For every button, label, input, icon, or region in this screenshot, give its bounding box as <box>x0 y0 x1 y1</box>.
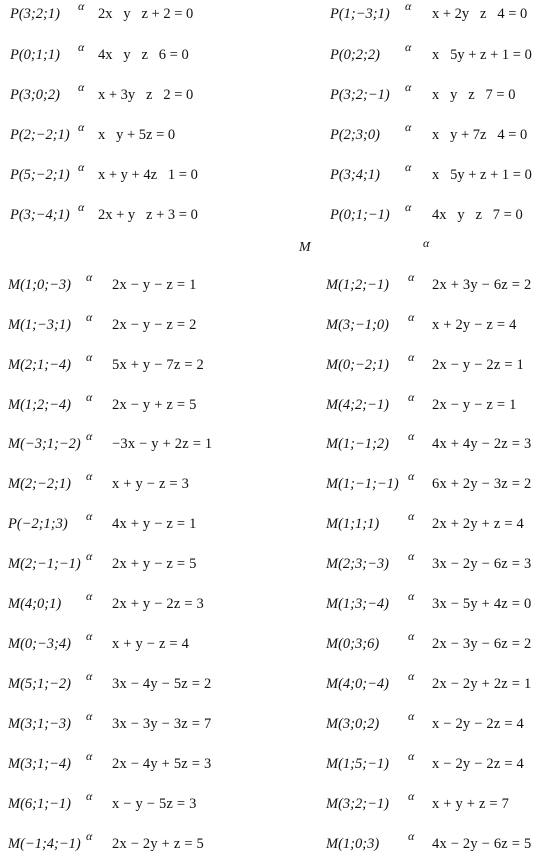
plane-equation: x − 2y − 2z = 4 <box>432 756 524 772</box>
plane-equation: 3x − 2y − 6z = 3 <box>432 556 532 572</box>
plane-alpha-symbol: α <box>78 80 85 94</box>
point-label: M(−3;1;−2) <box>8 436 81 452</box>
point-label: M(4;0;−4) <box>326 676 389 692</box>
plane-equation: 2x − y − 2z = 1 <box>432 357 524 373</box>
plane-equation: x + y − z = 3 <box>112 476 190 492</box>
point-label: P(−2;1;3) <box>8 516 68 532</box>
plane-equation: 6x + 2y − 3z = 2 <box>432 476 532 492</box>
point-label: P(2;−2;1) <box>10 127 70 143</box>
point-label: M(3;1;−3) <box>8 716 71 732</box>
plane-alpha-symbol: α <box>86 390 93 404</box>
section-label-m: M <box>299 240 311 255</box>
plane-equation: 2x − y − z = 2 <box>112 317 197 333</box>
point-label: M(1;2;−1) <box>326 277 389 293</box>
plane-alpha-symbol: α <box>78 160 85 174</box>
plane-alpha-symbol: α <box>405 0 412 13</box>
plane-equation: 2x − y + z = 5 <box>112 397 197 413</box>
plane-equation: 2x + 3y − 6z = 2 <box>432 277 532 293</box>
plane-equation: 2x + 2y + z = 4 <box>432 516 524 532</box>
plane-alpha-symbol: α <box>86 549 93 563</box>
plane-equation: 2x + y − z = 5 <box>112 556 197 572</box>
problem-row <box>0 509 548 546</box>
plane-equation: 3x − 4y − 5z = 2 <box>112 676 212 692</box>
plane-equation: x − y − 5z = 3 <box>112 796 197 812</box>
plane-alpha-symbol: α <box>405 80 412 94</box>
plane-alpha-symbol: α <box>86 310 93 324</box>
point-label: P(3;4;1) <box>330 167 380 183</box>
plane-equation: x y z 7 = 0 <box>432 87 516 103</box>
point-label: M(−1;4;−1) <box>8 836 81 852</box>
point-label: M(5;1;−2) <box>8 676 71 692</box>
problem-row <box>0 120 548 157</box>
point-label: M(1;1;1) <box>326 516 380 532</box>
plane-alpha-symbol: α <box>408 350 415 364</box>
point-label: M(1;2;−4) <box>8 397 71 413</box>
plane-alpha-symbol: α <box>78 0 85 13</box>
problem-row <box>0 390 548 427</box>
plane-equation: x + 3y z 2 = 0 <box>98 87 194 103</box>
point-label: P(5;−2;1) <box>10 167 70 183</box>
point-label: M(0;−3;4) <box>8 636 71 652</box>
plane-alpha-symbol: α <box>408 509 415 523</box>
plane-equation: 3x − 3y − 3z = 7 <box>112 716 212 732</box>
plane-equation: 4x + y − z = 1 <box>112 516 197 532</box>
plane-alpha-symbol: α <box>408 709 415 723</box>
plane-equation: 2x + y z + 3 = 0 <box>98 207 198 223</box>
plane-alpha-symbol: α <box>408 749 415 763</box>
plane-equation: 2x − 2y + 2z = 1 <box>432 676 532 692</box>
point-label: M(1;0;3) <box>326 836 380 852</box>
plane-equation: 2x y z + 2 = 0 <box>98 6 194 22</box>
problem-row <box>0 829 548 866</box>
plane-alpha-symbol: α <box>408 669 415 683</box>
plane-alpha-symbol: α <box>86 350 93 364</box>
plane-alpha-symbol: α <box>86 270 93 284</box>
plane-equation: x + y + 4z 1 = 0 <box>98 167 198 183</box>
plane-alpha-symbol: α <box>86 669 93 683</box>
plane-alpha-symbol: α <box>86 589 93 603</box>
plane-alpha-symbol: α <box>408 310 415 324</box>
plane-alpha-symbol: α <box>78 200 85 214</box>
problem-row <box>0 469 548 506</box>
problem-row <box>0 350 548 387</box>
problem-row <box>0 549 548 586</box>
plane-equation: x y + 5z = 0 <box>98 127 176 143</box>
plane-alpha-symbol: α <box>405 120 412 134</box>
plane-equation: x + 2y − z = 4 <box>432 317 517 333</box>
point-label: M(3;0;2) <box>326 716 380 732</box>
point-label: M(1;−1;−1) <box>326 476 399 492</box>
plane-alpha-symbol: α <box>86 749 93 763</box>
plane-equation: x − 2y − 2z = 4 <box>432 716 524 732</box>
point-label: M(2;1;−4) <box>8 357 71 373</box>
plane-alpha-symbol: α <box>408 270 415 284</box>
problem-row <box>0 709 548 746</box>
point-label: M(1;−3;1) <box>8 317 71 333</box>
problem-row <box>0 669 548 706</box>
problem-row <box>0 749 548 786</box>
plane-equation: −3x − y + 2z = 1 <box>112 436 213 452</box>
point-label: M(0;3;6) <box>326 636 380 652</box>
plane-equation: 2x − 4y + 5z = 3 <box>112 756 212 772</box>
point-label: M(4;2;−1) <box>326 397 389 413</box>
plane-equation: 5x + y − 7z = 2 <box>112 357 204 373</box>
point-label: P(3;2;1) <box>10 6 60 22</box>
plane-equation: x y + 7z 4 = 0 <box>432 127 528 143</box>
problem-row <box>0 40 548 77</box>
plane-equation: x 5y + z + 1 = 0 <box>432 47 532 63</box>
plane-alpha-symbol: α <box>408 469 415 483</box>
point-label: M(3;1;−4) <box>8 756 71 772</box>
plane-alpha-symbol: α <box>86 709 93 723</box>
point-label: M(2;3;−3) <box>326 556 389 572</box>
plane-equation: 2x + y − 2z = 3 <box>112 596 204 612</box>
plane-alpha-symbol: α <box>408 589 415 603</box>
point-label: M(2;−2;1) <box>8 476 71 492</box>
plane-equation: 3x − 5y + 4z = 0 <box>432 596 532 612</box>
plane-equation: x + 2y z 4 = 0 <box>432 6 528 22</box>
plane-equation: x + y + z = 7 <box>432 796 510 812</box>
point-label: P(3;0;2) <box>10 87 60 103</box>
point-label: M(3;2;−1) <box>326 796 389 812</box>
plane-alpha-symbol: α <box>86 629 93 643</box>
plane-alpha-symbol: α <box>78 120 85 134</box>
plane-equation: 4x y z 7 = 0 <box>432 207 523 223</box>
problem-row <box>0 429 548 466</box>
point-label: M(1;0;−3) <box>8 277 71 293</box>
problem-row <box>0 789 548 826</box>
plane-equation: 2x − 2y + z = 5 <box>112 836 204 852</box>
plane-alpha-symbol: α <box>408 390 415 404</box>
plane-equation: 2x − y − z = 1 <box>432 397 517 413</box>
point-label: M(6;1;−1) <box>8 796 71 812</box>
plane-alpha-symbol: α <box>86 429 93 443</box>
point-label: M(4;0;1) <box>8 596 62 612</box>
plane-alpha-symbol: α <box>86 509 93 523</box>
point-label: P(3;−4;1) <box>10 207 70 223</box>
point-label: M(1;5;−1) <box>326 756 389 772</box>
plane-alpha-symbol: α <box>405 40 412 54</box>
plane-alpha-symbol: α <box>86 469 93 483</box>
point-label: P(0;2;2) <box>330 47 380 63</box>
point-label: P(1;−3;1) <box>330 6 390 22</box>
plane-alpha-symbol: α <box>405 200 412 214</box>
plane-alpha-symbol: α <box>408 549 415 563</box>
point-label: M(2;−1;−1) <box>8 556 81 572</box>
problem-row <box>0 160 548 197</box>
plane-alpha-symbol: α <box>405 160 412 174</box>
problem-row <box>0 270 548 307</box>
plane-alpha-symbol: α <box>408 429 415 443</box>
point-label: P(3;2;−1) <box>330 87 390 103</box>
plane-alpha-symbol: α <box>86 789 93 803</box>
plane-alpha-symbol: α <box>408 829 415 843</box>
plane-equation: 4x + 4y − 2z = 3 <box>432 436 532 452</box>
problem-row <box>0 80 548 117</box>
plane-equation: 2x − y − z = 1 <box>112 277 197 293</box>
problem-row <box>0 589 548 626</box>
problem-row <box>0 0 548 36</box>
plane-equation: 2x − 3y − 6z = 2 <box>432 636 532 652</box>
point-label: M(3;−1;0) <box>326 317 389 333</box>
point-label: M(1;−1;2) <box>326 436 389 452</box>
problem-row <box>0 629 548 666</box>
point-label: P(0;1;1) <box>10 47 60 63</box>
plane-alpha-symbol: α <box>78 40 85 54</box>
plane-alpha-symbol: α <box>408 629 415 643</box>
plane-equation: 4x y z 6 = 0 <box>98 47 189 63</box>
point-label: P(2;3;0) <box>330 127 380 143</box>
section-label-alpha: α <box>423 236 430 250</box>
plane-equation: x + y − z = 4 <box>112 636 190 652</box>
plane-alpha-symbol: α <box>86 829 93 843</box>
plane-equation: x 5y + z + 1 = 0 <box>432 167 532 183</box>
point-label: M(0;−2;1) <box>326 357 389 373</box>
problem-row <box>0 310 548 347</box>
plane-equation: 4x − 2y − 6z = 5 <box>432 836 532 852</box>
point-label: P(0;1;−1) <box>330 207 390 223</box>
point-label: M(1;3;−4) <box>326 596 389 612</box>
problem-row <box>0 200 548 237</box>
plane-alpha-symbol: α <box>408 789 415 803</box>
